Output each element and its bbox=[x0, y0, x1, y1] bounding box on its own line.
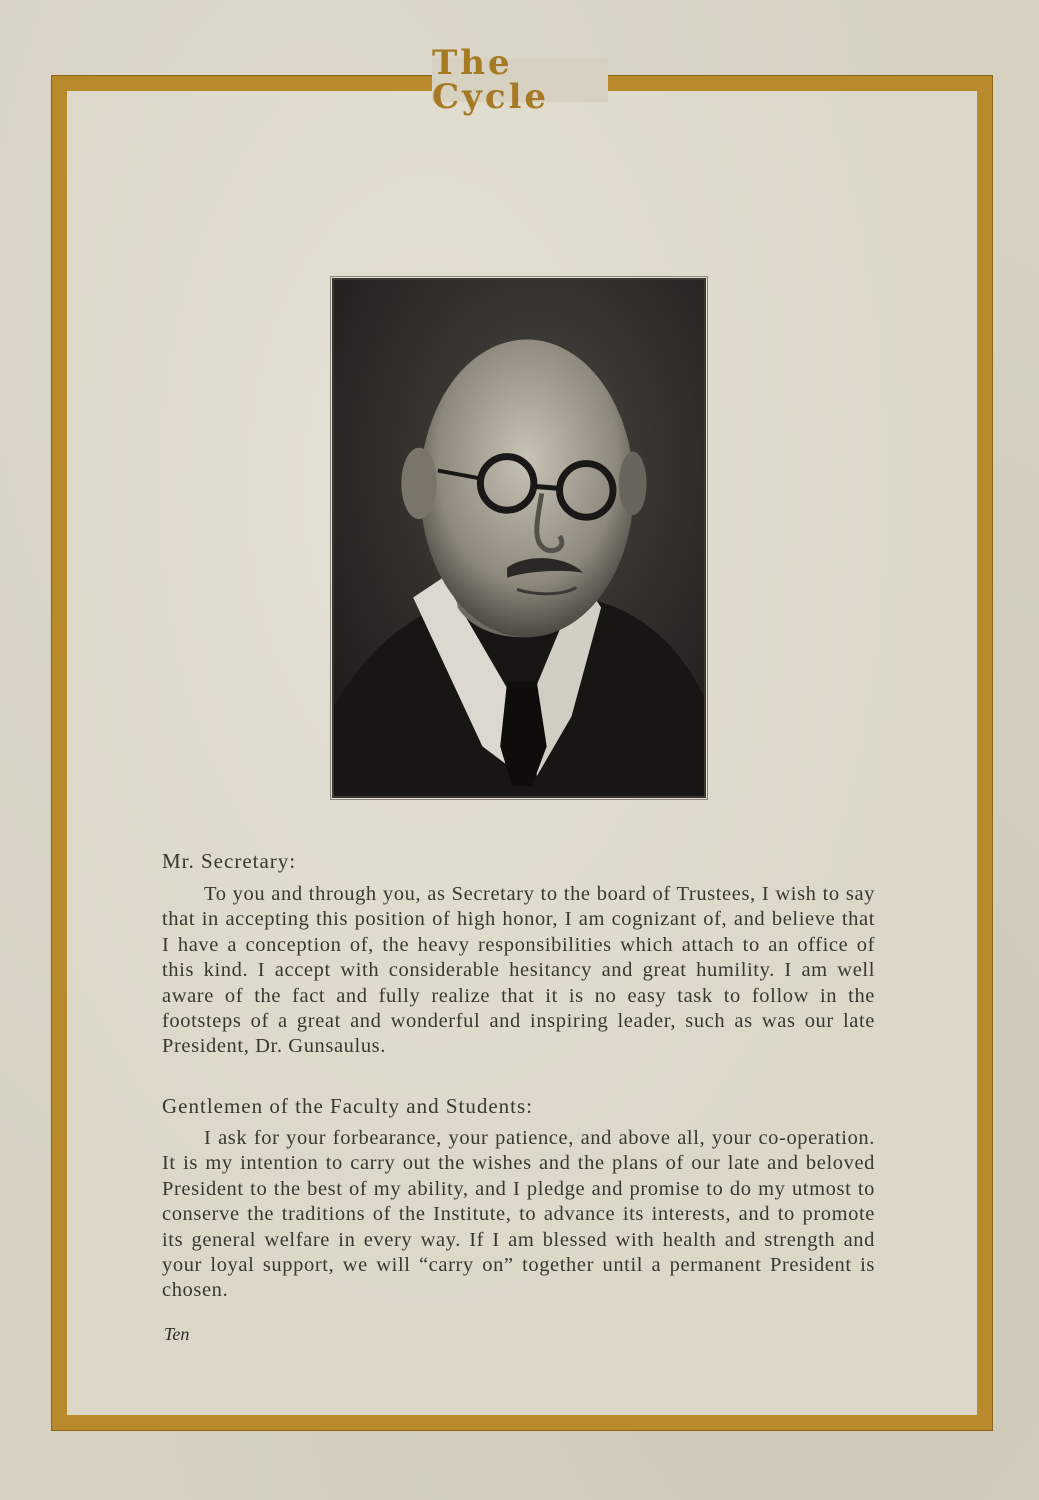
paragraph-to-faculty: I ask for your forbearance, your patience, and above all, your co-operation. It is my intention to carry out the wishes and the plans of our late and beloved President to the best of my ability, and I pledge and promise to do my utmost to conserve the traditions of the Institute, to advance its interests, and to promote its general welfare in every way. If I am blessed with health and strength and your loyal support, we will “carry on” together until a permanent President is chosen. bbox=[162, 1127, 875, 1302]
page-number: Ten bbox=[164, 1324, 190, 1344]
paragraph-to-secretary: To you and through you, as Secretary to the board of Trustees, I wish to say that in accepting this position of high honor, I am cognizant of, and believe that I have a conception of, the heavy responsibilities which attach to an office of this kind. I accept with considerable hesitancy and great humility. I am well aware of the fact and fully realize that it is no easy task to follow in the footsteps of a great and wonderful and inspiring leader, such as was our late President, Dr. Gunsaulus. bbox=[162, 883, 875, 1058]
page-title: The Cycle bbox=[432, 43, 550, 117]
salutation-faculty-students: Gentlemen of the Faculty and Students: bbox=[162, 1094, 534, 1118]
portrait-photo bbox=[332, 278, 706, 798]
salutation-secretary: Mr. Secretary: bbox=[162, 849, 297, 873]
header-plate bbox=[432, 43, 608, 117]
portrait-photo-icon bbox=[334, 280, 704, 796]
